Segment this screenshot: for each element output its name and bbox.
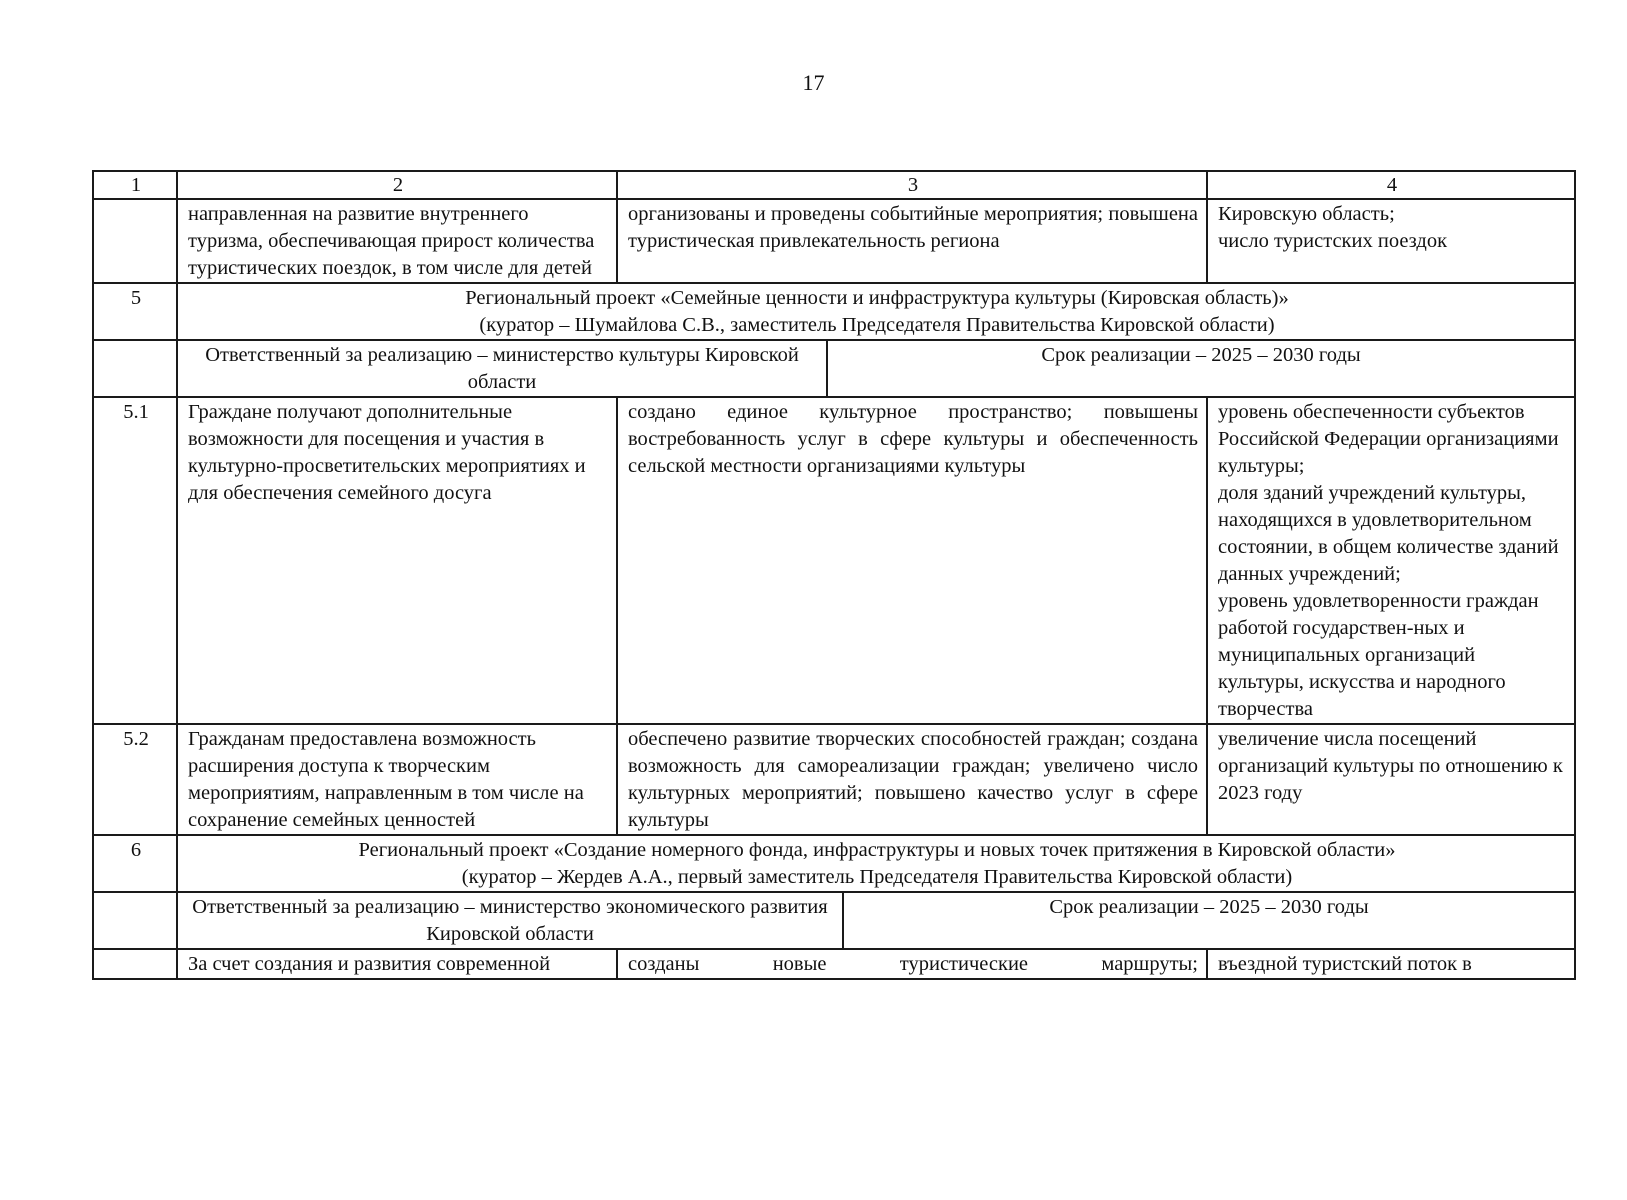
indicator-cell: въездной туристский поток в — [1207, 949, 1575, 979]
page-number: 17 — [802, 70, 825, 95]
table-row — [93, 949, 1575, 979]
effect-cell: организованы и проведены событийные мероприятия; повышена туристическая привлекательность региона — [617, 199, 1207, 283]
project-curator: (куратор – Жердев А.А., первый заместитель Председателя Правительства Кировской области) — [461, 866, 1293, 888]
responsible-term-cell — [177, 340, 1575, 397]
row-number-empty — [93, 892, 177, 949]
effect-cell: обеспечено развитие творческих способностей граждан; создана возможность для самореализации граждан; увеличено число культурных мероприятий; повышено качество услуг в сфере культуры — [617, 724, 1207, 835]
project-title-cell — [177, 283, 1575, 340]
header-col-4: 4 — [1207, 171, 1575, 199]
project-responsible: Ответственный за реализацию – министерство культуры Кировской области — [178, 341, 828, 396]
row-number — [93, 199, 177, 283]
project-title: Региональный проект «Создание номерного фонда, инфраструктуры и новых точек притяжения в Кировской области» — [358, 839, 1396, 861]
responsible-term-cell — [177, 892, 1575, 949]
effect-cell: создано единое культурное пространство; повышены востребованность услуг в сфере культуры и обеспеченность сельской местности организациями культуры — [617, 397, 1207, 724]
effect-cell: созданы новые туристические маршруты; — [617, 949, 1207, 979]
project-responsible-row — [93, 892, 1575, 949]
table-row — [93, 397, 1575, 724]
header-col-1: 1 — [93, 171, 177, 199]
indicator-cell: Кировскую область; число туристских поездок — [1207, 199, 1575, 283]
table-header-row — [93, 171, 1575, 199]
task-cell: Граждане получают дополнительные возможности для посещения и участия в культурно-просветительских мероприятиях и для обеспечения семейного досуга — [177, 397, 617, 724]
table-row — [93, 199, 1575, 283]
indicator-cell: увеличение числа посещений организаций культуры по отношению к 2023 году — [1207, 724, 1575, 835]
project-number: 5 — [93, 283, 177, 340]
task-cell: Гражданам предоставлена возможность расширения доступа к творческим мероприятиям, направленным в том числе на сохранение семейных ценностей — [177, 724, 617, 835]
project-number: 6 — [93, 835, 177, 892]
row-number: 5.2 — [93, 724, 177, 835]
project-title-cell — [177, 835, 1575, 892]
project-term: Срок реализации – 2025 – 2030 годы — [1041, 344, 1361, 366]
row-number-empty — [93, 340, 177, 397]
project-term: Срок реализации – 2025 – 2030 годы — [1049, 896, 1369, 918]
results-table — [92, 170, 1576, 980]
project-title-row — [93, 835, 1575, 892]
project-title: Региональный проект «Семейные ценности и инфраструктура культуры (Кировская область)» — [465, 287, 1289, 309]
project-responsible: Ответственный за реализацию – министерство экономического развития Кировской области — [178, 893, 844, 948]
project-responsible-row — [93, 340, 1575, 397]
task-cell: За счет создания и развития современной — [177, 949, 617, 979]
project-curator: (куратор – Шумайлова С.В., заместитель Председателя Правительства Кировской области) — [479, 314, 1275, 336]
row-number — [93, 949, 177, 979]
header-col-3: 3 — [617, 171, 1207, 199]
row-number: 5.1 — [93, 397, 177, 724]
table-row — [93, 724, 1575, 835]
header-col-2: 2 — [177, 171, 617, 199]
indicator-cell: уровень обеспеченности субъектов Российской Федерации организациями культуры; доля зданий учреждений культуры, находящихся в удовлетворительном состоянии, в общем количестве зданий данных учреждений; уровень удовлетворенности граждан работой государствен-ных и муниципальных организаций культуры, искусства и народного творчества — [1207, 397, 1575, 724]
task-cell: направленная на развитие внутреннего туризма, обеспечивающая прирост количества туристических поездок, в том числе для детей — [177, 199, 617, 283]
project-title-row — [93, 283, 1575, 340]
